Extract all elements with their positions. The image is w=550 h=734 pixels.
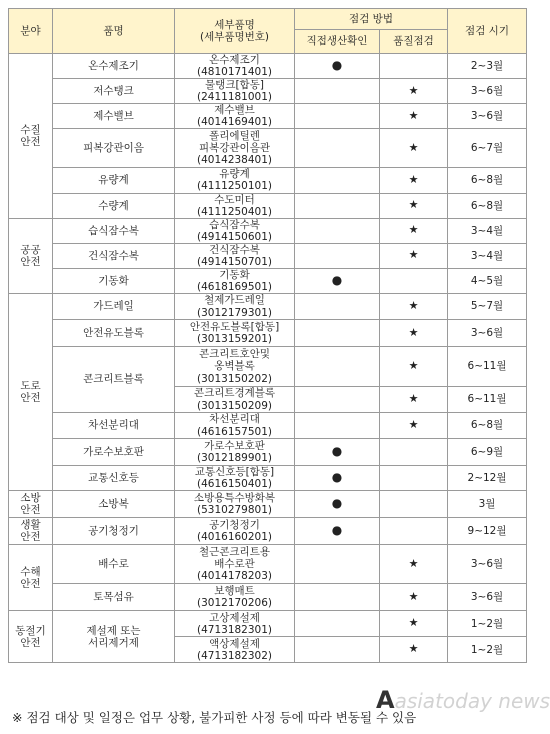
timing-cell: 1~2월 [448, 637, 527, 663]
cell-text-line: 공기청정기 [88, 525, 139, 538]
cell-text-line: (4713182301) [197, 623, 272, 636]
detail-cell [175, 545, 295, 584]
cell-text-line: (4616157501) [197, 425, 272, 438]
cell-text-line: 보행매트 [214, 585, 255, 598]
header-detail: 세부품명 (세부품명번호) [175, 9, 295, 54]
cell-text-line: 안전 [20, 577, 41, 590]
direct-check-cell [295, 413, 380, 439]
timing-cell: 6~11월 [448, 387, 527, 413]
item-cell [53, 466, 175, 491]
cell-text-line: 유량계 [219, 168, 250, 181]
timing-cell: 4~5월 [448, 268, 527, 293]
watermark-mark: A [376, 686, 395, 714]
direct-check-cell: ● [295, 54, 380, 79]
quality-check-cell: ★ [380, 637, 448, 663]
quality-check-cell: ★ [380, 545, 448, 584]
cell-text-line: (4914150601) [197, 230, 272, 243]
detail-cell [175, 584, 295, 611]
cell-text-line: 콘크리트블록 [83, 373, 144, 386]
cell-text-line: 안전 [20, 504, 41, 517]
timing-cell: 2~12월 [448, 466, 527, 491]
cell-text-line: 동절기 [15, 624, 46, 637]
timing-cell: 5~7월 [448, 294, 527, 320]
direct-check-cell: ● [295, 491, 380, 518]
detail-cell [175, 218, 295, 243]
cell-text-line: 안전 [20, 531, 41, 544]
cell-text-line: 가로수보호판 [83, 445, 144, 458]
item-cell [53, 347, 175, 413]
table-row [9, 193, 527, 218]
cell-text-line: 건식잠수복 [88, 249, 139, 262]
cell-text-line: 온수제조기 [88, 60, 139, 73]
cell-text-line: (4111250101) [197, 180, 272, 193]
cell-text-line: 수해 [20, 565, 41, 578]
watermark-logo [376, 686, 550, 714]
category-cell [9, 545, 53, 611]
cell-text-line: 가드레일 [93, 300, 134, 313]
item-cell [53, 320, 175, 347]
item-cell [53, 268, 175, 293]
quality-check-cell: ★ [380, 104, 448, 129]
cell-text-line: 제수밸브 [93, 110, 134, 123]
header-category: 분야 [9, 9, 53, 54]
cell-text-line: 철근콘크리트용 [198, 546, 270, 559]
quality-check-cell: ★ [380, 611, 448, 637]
cell-text-line: (4616150401) [197, 478, 272, 491]
category-cell [9, 518, 53, 545]
direct-check-cell [295, 347, 380, 387]
table-row [9, 294, 527, 320]
header-method-quality: 품질점검 [380, 30, 448, 54]
detail-cell [175, 243, 295, 268]
cell-text-line: 기동화 [219, 268, 250, 281]
table-row [9, 545, 527, 584]
cell-text-line: (4014238401) [197, 154, 272, 167]
direct-check-cell [295, 387, 380, 413]
detail-cell [175, 491, 295, 518]
quality-check-cell: ★ [380, 320, 448, 347]
direct-check-cell [295, 129, 380, 168]
cell-text-line: 콘크리트경계블록 [193, 387, 276, 400]
quality-check-cell: ★ [380, 387, 448, 413]
direct-check-cell [295, 637, 380, 663]
cell-text-line: 안전 [20, 392, 41, 405]
direct-check-cell [295, 79, 380, 104]
cell-text-line: (4914150701) [197, 255, 272, 268]
detail-cell [175, 439, 295, 466]
table-row [9, 243, 527, 268]
detail-cell [175, 320, 295, 347]
cell-text-line: (3013159201) [197, 333, 272, 345]
cell-text-line: 소방복 [98, 498, 129, 511]
direct-check-cell [295, 168, 380, 193]
quality-check-cell [380, 466, 448, 491]
cell-text-line: 액상제설제 [209, 637, 260, 650]
category-cell [9, 54, 53, 219]
cell-text-line: (4016160201) [197, 531, 272, 544]
cell-text-line: 수도미터 [214, 193, 255, 206]
item-cell [53, 54, 175, 79]
inspection-table [8, 8, 527, 663]
detail-cell [175, 129, 295, 168]
timing-cell: 6~8월 [448, 193, 527, 218]
table-row [9, 218, 527, 243]
direct-check-cell [295, 611, 380, 637]
timing-cell: 3월 [448, 491, 527, 518]
detail-cell [175, 518, 295, 545]
timing-cell: 3~4월 [448, 218, 527, 243]
table-row [9, 611, 527, 637]
quality-check-cell: ★ [380, 347, 448, 387]
cell-text-line: (2411181001) [197, 91, 272, 104]
header-method-direct: 직접생산확인 [295, 30, 380, 54]
detail-cell [175, 637, 295, 663]
timing-cell: 3~6월 [448, 584, 527, 611]
table-row [9, 168, 527, 193]
cell-text-line: 안전유도블록 [83, 326, 144, 339]
timing-cell: 3~6월 [448, 104, 527, 129]
quality-check-cell: ★ [380, 218, 448, 243]
cell-text-line: (3013150209) [197, 399, 272, 412]
cell-text-line: 차선분리대 [209, 413, 260, 426]
cell-text-line: 도로 [20, 380, 41, 392]
item-cell [53, 518, 175, 545]
direct-check-cell [295, 294, 380, 320]
table-row [9, 268, 527, 293]
cell-text-line: 생활 [20, 519, 41, 532]
quality-check-cell [380, 491, 448, 518]
timing-cell: 6~7월 [448, 129, 527, 168]
item-cell [53, 79, 175, 104]
cell-text-line: (3012189901) [197, 452, 272, 464]
cell-text-line: 고상제설제 [209, 611, 260, 624]
detail-cell [175, 413, 295, 439]
cell-text-line: 온수제조기 [209, 54, 260, 66]
cell-text-line: 배수로관 [214, 558, 255, 571]
cell-text-line: 안전 [20, 135, 41, 148]
direct-check-cell [295, 243, 380, 268]
item-cell [53, 129, 175, 168]
item-cell [53, 545, 175, 584]
item-cell [53, 218, 175, 243]
cell-text-line: 소방 [20, 492, 41, 505]
timing-cell: 1~2월 [448, 611, 527, 637]
cell-text-line: (4111250401) [197, 205, 272, 218]
table-row [9, 320, 527, 347]
cell-text-line: 수질 [20, 123, 41, 136]
detail-cell [175, 387, 295, 413]
cell-text-line: (3012170206) [197, 597, 272, 610]
item-cell [53, 491, 175, 518]
detail-cell [175, 104, 295, 129]
direct-check-cell: ● [295, 518, 380, 545]
category-cell [9, 491, 53, 518]
cell-text-line: 습식잠수복 [88, 224, 139, 237]
item-cell [53, 104, 175, 129]
cell-text-line: 가로수보호판 [204, 439, 265, 452]
item-cell [53, 193, 175, 218]
detail-cell [175, 611, 295, 637]
cell-text-line: (4713182302) [197, 649, 272, 662]
footnote: ※ 점검 대상 및 일정은 업무 상황, 불가피한 사정 등에 따라 변동될 수 있음 [12, 710, 417, 725]
direct-check-cell: ● [295, 439, 380, 466]
cell-text-line: 제수밸브 [214, 104, 255, 117]
table-row [9, 104, 527, 129]
cell-text-line: 안전유도블록[합동] [189, 320, 280, 333]
cell-text-line: 폴리에틸렌 [209, 130, 260, 143]
timing-cell: 3~6월 [448, 320, 527, 347]
detail-cell [175, 79, 295, 104]
cell-text-line: 저수탱크 [93, 85, 134, 98]
cell-text-line: 콘크리트호안및 [198, 348, 270, 361]
cell-text-line: (4014178203) [197, 570, 272, 583]
cell-text-line: 안전 [20, 255, 41, 268]
direct-check-cell [295, 320, 380, 347]
timing-cell: 3~4월 [448, 243, 527, 268]
direct-check-cell: ● [295, 268, 380, 293]
cell-text-line: 공공 [20, 243, 41, 256]
cell-text-line: 건식잠수복 [209, 243, 260, 256]
cell-text-line: (4810171401) [197, 66, 272, 79]
detail-cell [175, 294, 295, 320]
detail-cell [175, 268, 295, 293]
category-cell [9, 218, 53, 293]
cell-text-line: (3013150202) [197, 372, 272, 385]
detail-cell [175, 466, 295, 491]
cell-text-line: 안전 [20, 636, 41, 649]
cell-text-line: (4014169401) [197, 116, 272, 129]
quality-check-cell: ★ [380, 193, 448, 218]
cell-text-line: (3012179301) [197, 306, 272, 319]
cell-text-line: 토목섬유 [93, 591, 134, 604]
item-cell [53, 584, 175, 611]
table-row [9, 466, 527, 491]
category-cell [9, 294, 53, 491]
cell-text-line: 교통신호등[합동] [194, 466, 275, 478]
quality-check-cell: ★ [380, 79, 448, 104]
direct-check-cell [295, 545, 380, 584]
detail-cell [175, 347, 295, 387]
table-row [9, 79, 527, 104]
cell-text-line: (4618169501) [197, 280, 272, 293]
cell-text-line: 배수로 [98, 558, 129, 571]
cell-text-line: 옹벽블록 [214, 360, 255, 373]
table-row [9, 347, 527, 387]
timing-cell: 6~8월 [448, 168, 527, 193]
quality-check-cell: ★ [380, 294, 448, 320]
header-row [9, 9, 527, 30]
item-cell [53, 243, 175, 268]
quality-check-cell [380, 54, 448, 79]
header-item: 품명 [53, 9, 175, 54]
direct-check-cell: ● [295, 466, 380, 491]
quality-check-cell: ★ [380, 243, 448, 268]
category-cell [9, 611, 53, 663]
cell-text-line: 기동화 [98, 274, 129, 287]
table-body [9, 54, 527, 663]
quality-check-cell [380, 439, 448, 466]
watermark-text: asiatoday news [394, 689, 550, 713]
cell-text-line: 공기청정기 [209, 519, 260, 532]
table-row [9, 491, 527, 518]
cell-text-line: 교통신호등 [88, 472, 139, 485]
cell-text-line: 피복강관이음 [83, 142, 144, 155]
cell-text-line: 철제가드레일 [204, 294, 265, 307]
item-cell [53, 413, 175, 439]
direct-check-cell [295, 218, 380, 243]
table-row [9, 584, 527, 611]
timing-cell: 6~8월 [448, 413, 527, 439]
detail-cell [175, 193, 295, 218]
item-cell [53, 611, 175, 663]
header-timing: 점검 시기 [448, 9, 527, 54]
direct-check-cell [295, 584, 380, 611]
cell-text-line: 서리제거제 [88, 636, 139, 649]
timing-cell: 3~6월 [448, 79, 527, 104]
cell-text-line: 물탱크[합동] [205, 79, 264, 92]
cell-text-line: 유량계 [98, 174, 129, 187]
table-row [9, 439, 527, 466]
item-cell [53, 439, 175, 466]
quality-check-cell: ★ [380, 413, 448, 439]
detail-cell [175, 54, 295, 79]
table-row [9, 129, 527, 168]
cell-text-line: 수량계 [98, 199, 129, 212]
table-row [9, 518, 527, 545]
timing-cell: 9~12월 [448, 518, 527, 545]
cell-text-line: (5310279801) [197, 504, 272, 517]
header-method: 점검 방법 [295, 9, 448, 30]
cell-text-line: 차선분리대 [88, 419, 139, 432]
quality-check-cell [380, 268, 448, 293]
table-row [9, 413, 527, 439]
quality-check-cell [380, 518, 448, 545]
timing-cell: 6~9월 [448, 439, 527, 466]
cell-text-line: 소방용특수방화복 [193, 492, 276, 505]
timing-cell: 2~3월 [448, 54, 527, 79]
detail-cell [175, 168, 295, 193]
table-row [9, 54, 527, 79]
item-cell [53, 294, 175, 320]
direct-check-cell [295, 193, 380, 218]
timing-cell: 6~11월 [448, 347, 527, 387]
direct-check-cell [295, 104, 380, 129]
cell-text-line: 피복강관이음관 [198, 142, 270, 155]
cell-text-line: 습식잠수복 [209, 218, 260, 231]
quality-check-cell: ★ [380, 168, 448, 193]
timing-cell: 3~6월 [448, 545, 527, 584]
item-cell [53, 168, 175, 193]
quality-check-cell: ★ [380, 584, 448, 611]
cell-text-line: 제설제 또는 [86, 624, 141, 637]
quality-check-cell: ★ [380, 129, 448, 168]
